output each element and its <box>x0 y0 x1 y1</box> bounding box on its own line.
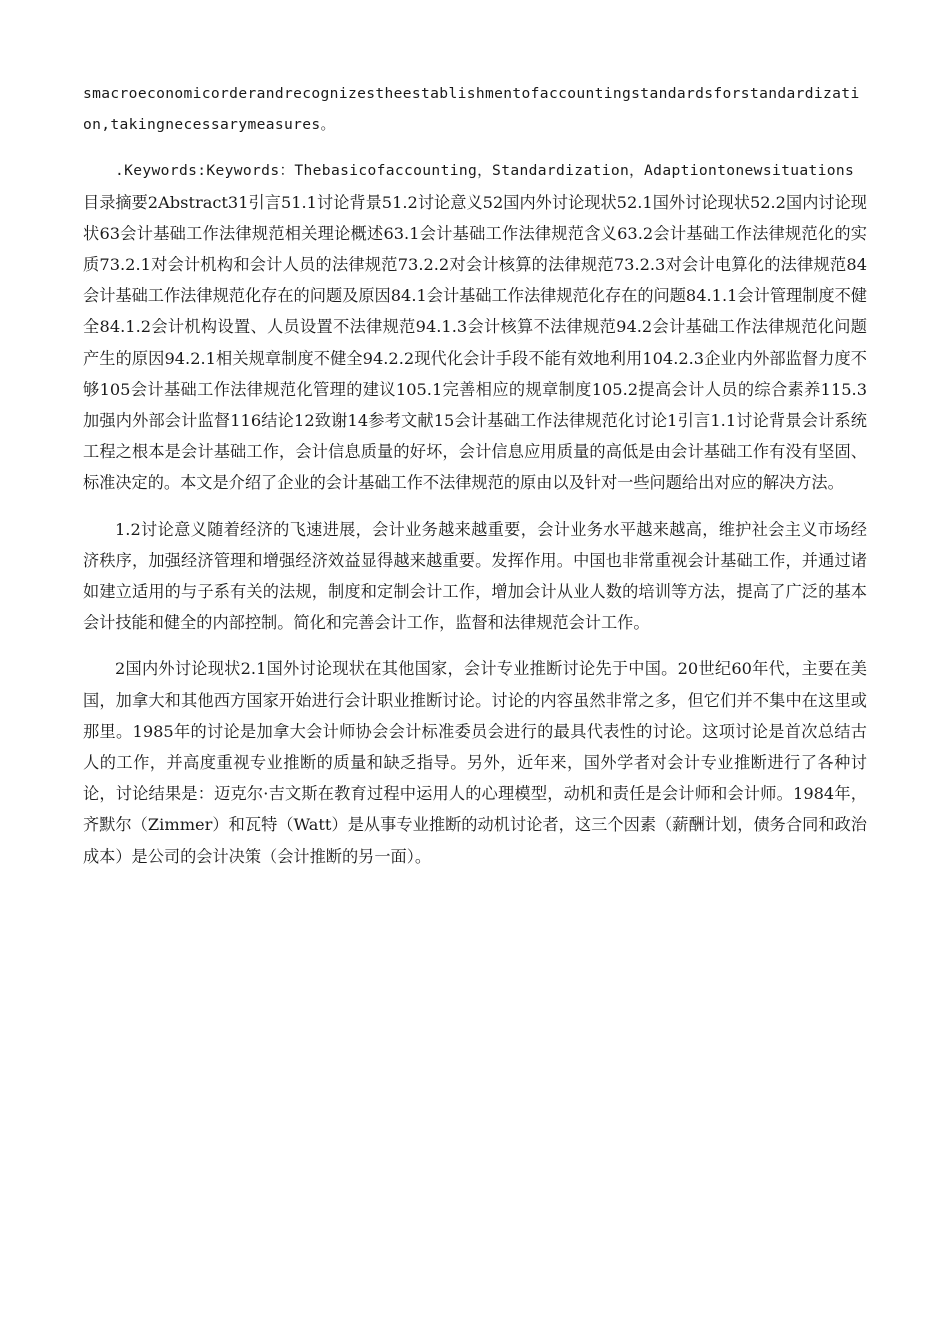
section-2-paragraph: 2国内外讨论现状2.1国外讨论现状在其他国家，会计专业推断讨论先于中国。20世纪60年代，主要在美国，加拿大和其他西方国家开始进行会计职业推断讨论。讨论的内容虽然非常之多，但它们并不集中在这里或那里。1985年的讨论是加拿大会计师协会会计标准委员会进行的最具代表性的讨论。这项讨论是首次总结古人的工作，并高度重视专业推断的质量和缺乏指导。另外，近年来，国外学者对会计专业推断进行了各种讨论，讨论结果是：迈克尔·吉文斯在教育过程中运用人的心理模型，动机和责任是会计师和会计师。1984年，齐默尔（Zimmer）和瓦特（Watt）是从事专业推断的动机讨论者，这三个因素（薪酬计划，债务合同和政治成本）是公司的会计决策（会计推断的另一面）。 <box>83 659 867 866</box>
keywords-line: .Keywords:Keywords：Thebasicofaccounting，Standardization，Adaptiontonewsituations <box>115 162 855 180</box>
table-of-contents-and-introduction: 目录摘要2Abstract31引言51.1讨论背景51.2讨论意义52国内外讨论现状52.1国外讨论现状52.2国内讨论现状63会计基础工作法律规范相关理论概述63.1会计基础工作法律规范含义63.2会计基础工作法律规范化的实质73.2.1对会计机构和会计人员的法律规范73.2.2对会计核算的法律规范73.2.3对会计电算化的法律规范84会计基础工作法律规范化存在的问题及原因84.1会计基础工作法律规范化存在的问题84.1.1会计管理制度不健全84.1.2会计机构设置、人员设置不法律规范94.1.3会计核算不法律规范94.2会计基础工作法律规范化问题产生的原因94.2.1相关规章制度不健全94.2.2现代化会计手段不能有效地利用104.2.3企业内外部监督力度不够105会计基础工作法律规范化管理的建议105.1完善相应的规章制度105.2提高会计人员的综合素养115.3加强内外部会计监督116结论12致谢14参考文献15会计基础工作法律规范化讨论1引言1.1讨论背景会计系统工程之根本是会计基础工作，会计信息质量的好坏，会计信息应用质量的高低是由会计基础工作有没有坚固、标准决定的。本文是介绍了企业的会计基础工作不法律规范的原由以及针对一些问题给出对应的解决方法。 <box>83 192 867 493</box>
section-1-2-paragraph: 1.2讨论意义随着经济的飞速进展，会计业务越来越重要，会计业务水平越来越高，维护社会主义市场经济秩序，加强经济管理和增强经济效益显得越来越重要。发挥作用。中国也非常重视会计基础工作，并通过诸如建立适用的与子系有关的法规，制度和定制会计工作，增加会计从业人数的培训等方法，提高了广泛的基本会计技能和健全的内部控制。简化和完善会计工作，监督和法律规范会计工作。 <box>83 519 867 633</box>
document-page <box>83 78 867 872</box>
abstract-english-tail: smacroeconomicorderandrecognizestheestablishmentofaccountingstandardsforstandardization,takingnecessarymeasures。 <box>83 85 860 134</box>
